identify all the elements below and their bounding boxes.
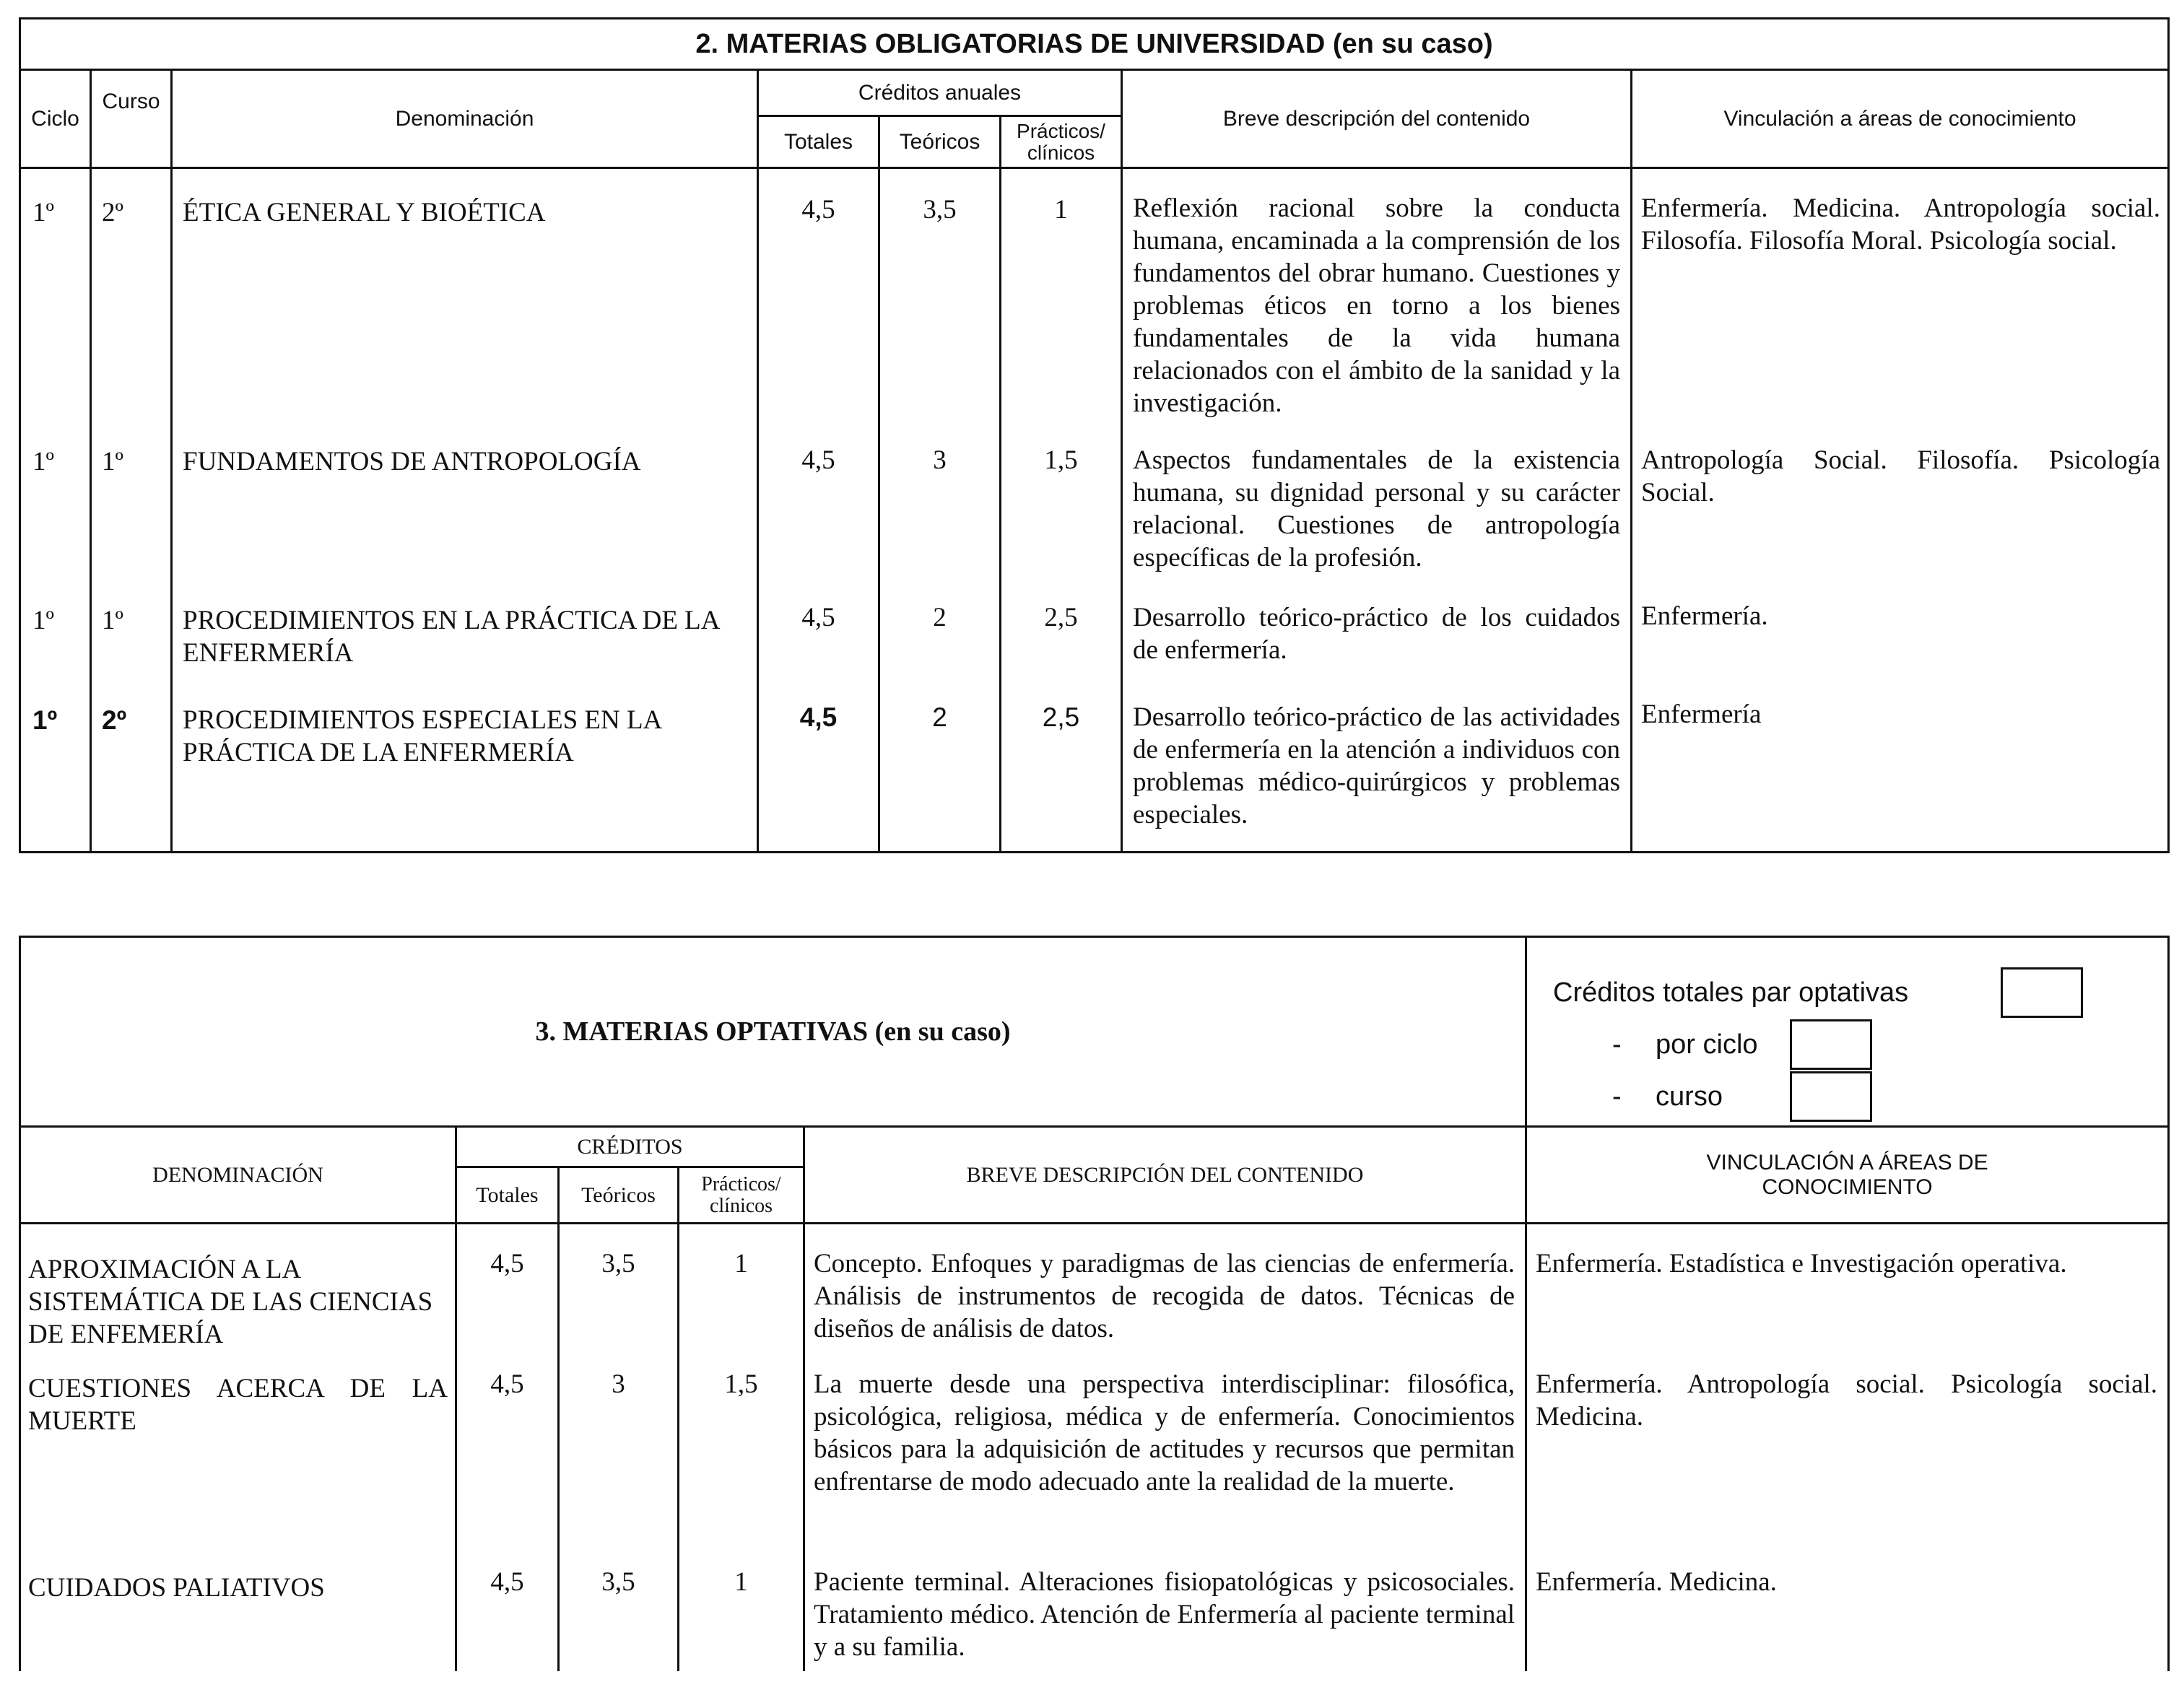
row-totales: 4,5 bbox=[758, 596, 879, 691]
row-denominacion: PROCEDIMIENTOS EN LA PRÁCTICA DE LA ENFERMERÍA bbox=[172, 596, 758, 691]
row-practicos: 2,5 bbox=[1001, 596, 1122, 691]
row-denominacion: FUNDAMENTOS DE ANTROPOLOGÍA bbox=[172, 431, 758, 596]
row-practicos: 1 bbox=[1001, 168, 1122, 431]
header-vinculacion: Vinculación a áreas de conocimiento bbox=[1632, 70, 2169, 168]
row-practicos: 2,5 bbox=[1001, 691, 1122, 853]
creditos-totales-input[interactable] bbox=[2001, 967, 2083, 1018]
row-curso: 1º bbox=[91, 431, 172, 596]
row-denominacion: CUIDADOS PALIATIVOS bbox=[20, 1556, 456, 1671]
curso-row bbox=[1553, 1071, 2167, 1123]
row-teoricos: 3,5 bbox=[559, 1556, 679, 1671]
row-ciclo: 1º bbox=[20, 168, 91, 431]
table-row bbox=[20, 1358, 2169, 1556]
row-descripcion: Paciente terminal. Alteraciones fisiopatológicas y psicosociales. Tratamiento médico. Atención de Enfermería al paciente terminal y a su familia. bbox=[804, 1556, 1526, 1671]
row-descripcion: Concepto. Enfoques y paradigmas de las ciencias de enfermería. Análisis de instrumentos de recogida de datos. Técnicas de diseños de análisis de datos. bbox=[804, 1224, 1526, 1358]
row-teoricos: 3 bbox=[879, 431, 1001, 596]
creditos-optativas-box bbox=[1526, 937, 2169, 1127]
row-areas: Enfermería. Estadística e Investigación operativa. bbox=[1526, 1224, 2169, 1358]
row-ciclo: 1º bbox=[20, 691, 91, 853]
creditos-totales-row bbox=[1553, 967, 2167, 1019]
header-ciclo: Ciclo bbox=[20, 70, 91, 168]
row-descripcion: Desarrollo teórico-práctico de los cuidados de enfermería. bbox=[1122, 596, 1632, 691]
row-ciclo: 1º bbox=[20, 596, 91, 691]
header-vinculacion: VINCULACIÓN A ÁREAS DE CONOCIMIENTO bbox=[1526, 1127, 2169, 1224]
curso-dash: - bbox=[1612, 1081, 1622, 1112]
row-teoricos: 3,5 bbox=[879, 168, 1001, 431]
table-row bbox=[20, 1556, 2169, 1671]
row-teoricos: 2 bbox=[879, 691, 1001, 853]
header-denominacion: DENOMINACIÓN bbox=[20, 1127, 456, 1224]
row-denominacion: CUESTIONES ACERCA DE LA MUERTE bbox=[20, 1358, 456, 1556]
curso-label: curso bbox=[1656, 1081, 1723, 1112]
row-practicos: 1,5 bbox=[1001, 431, 1122, 596]
row-curso: 2º bbox=[91, 168, 172, 431]
row-teoricos: 2 bbox=[879, 596, 1001, 691]
header-creditos: CRÉDITOS bbox=[456, 1127, 804, 1167]
row-teoricos: 3 bbox=[559, 1358, 679, 1556]
header-teoricos: Teóricos bbox=[559, 1167, 679, 1224]
row-totales: 4,5 bbox=[456, 1358, 559, 1556]
row-descripcion: Reflexión racional sobre la conducta humana, encaminada a la comprensión de los fundamentos del obrar humano. Cuestiones y problemas éticos en torno a los bienes fundamentales de la vida humana relacionados con el ámbito de la sanidad y la investigación. bbox=[1122, 168, 1632, 431]
row-totales: 4,5 bbox=[456, 1224, 559, 1358]
header-descripcion: BREVE DESCRIPCIÓN DEL CONTENIDO bbox=[804, 1127, 1526, 1224]
row-descripcion: Desarrollo teórico-práctico de las actividades de enfermería en la atención a individuos con problemas médico-quirúrgicos y problemas especiales. bbox=[1122, 691, 1632, 853]
curso-input[interactable] bbox=[1790, 1071, 1872, 1122]
row-denominacion: ÉTICA GENERAL Y BIOÉTICA bbox=[172, 168, 758, 431]
table-row bbox=[20, 691, 2169, 853]
row-practicos: 1 bbox=[679, 1556, 804, 1671]
row-totales: 4,5 bbox=[758, 168, 879, 431]
row-descripcion: La muerte desde una perspectiva interdisciplinar: filosófica, psicológica, religiosa, médica y de enfermería. Conocimientos básicos para la adquisición de actitudes y recursos que permitan enfrentarse de modo adecuado ante la realidad de la muerte. bbox=[804, 1358, 1526, 1556]
row-denominacion: APROXIMACIÓN A LA SISTEMÁTICA DE LAS CIENCIAS DE ENFEMERÍA bbox=[20, 1224, 456, 1358]
row-areas: Enfermería bbox=[1632, 691, 2169, 853]
por-ciclo-input[interactable] bbox=[1790, 1019, 1872, 1070]
row-areas: Enfermería. Medicina. Antropología social. Filosofía. Filosofía Moral. Psicología social. bbox=[1632, 168, 2169, 431]
row-curso: 1º bbox=[91, 596, 172, 691]
table-row bbox=[20, 168, 2169, 431]
row-descripcion: Aspectos fundamentales de la existencia humana, su dignidad personal y su carácter relacional. Cuestiones de antropología específicas de la profesión. bbox=[1122, 431, 1632, 596]
row-teoricos: 3,5 bbox=[559, 1224, 679, 1358]
row-curso: 2º bbox=[91, 691, 172, 853]
row-areas: Enfermería. bbox=[1632, 596, 2169, 691]
row-totales: 4,5 bbox=[758, 431, 879, 596]
por-ciclo-label: por ciclo bbox=[1656, 1029, 1758, 1060]
row-areas: Enfermería. Medicina. bbox=[1526, 1556, 2169, 1671]
header-descripcion: Breve descripción del contenido bbox=[1122, 70, 1632, 168]
section3-title: 3. MATERIAS OPTATIVAS (en su caso) bbox=[20, 937, 1526, 1127]
por-ciclo-row bbox=[1553, 1019, 2167, 1071]
header-curso: Curso bbox=[91, 70, 172, 168]
header-totales: Totales bbox=[456, 1167, 559, 1224]
row-totales: 4,5 bbox=[758, 691, 879, 853]
table-row bbox=[20, 1224, 2169, 1358]
header-practicos: Prácticos/ clínicos bbox=[679, 1167, 804, 1224]
row-ciclo: 1º bbox=[20, 431, 91, 596]
obligatorias-table bbox=[19, 17, 2170, 853]
creditos-totales-label: Créditos totales par optativas bbox=[1553, 977, 1909, 1008]
row-areas: Enfermería. Antropología social. Psicología social. Medicina. bbox=[1526, 1358, 2169, 1556]
header-teoricos: Teóricos bbox=[879, 116, 1001, 168]
row-totales: 4,5 bbox=[456, 1556, 559, 1671]
table-row bbox=[20, 596, 2169, 691]
header-practicos: Prácticos/ clínicos bbox=[1001, 116, 1122, 168]
header-creditos-anuales: Créditos anuales bbox=[758, 70, 1122, 116]
table-row bbox=[20, 431, 2169, 596]
optativas-table bbox=[19, 936, 2170, 1671]
row-areas: Antropología Social. Filosofía. Psicología Social. bbox=[1632, 431, 2169, 596]
row-practicos: 1,5 bbox=[679, 1358, 804, 1556]
header-totales: Totales bbox=[758, 116, 879, 168]
row-practicos: 1 bbox=[679, 1224, 804, 1358]
section2-title: 2. MATERIAS OBLIGATORIAS DE UNIVERSIDAD (en su caso) bbox=[20, 19, 2169, 70]
row-denominacion: PROCEDIMIENTOS ESPECIALES EN LA PRÁCTICA DE LA ENFERMERÍA bbox=[172, 691, 758, 853]
por-ciclo-dash: - bbox=[1612, 1029, 1622, 1060]
header-denominacion: Denominación bbox=[172, 70, 758, 168]
